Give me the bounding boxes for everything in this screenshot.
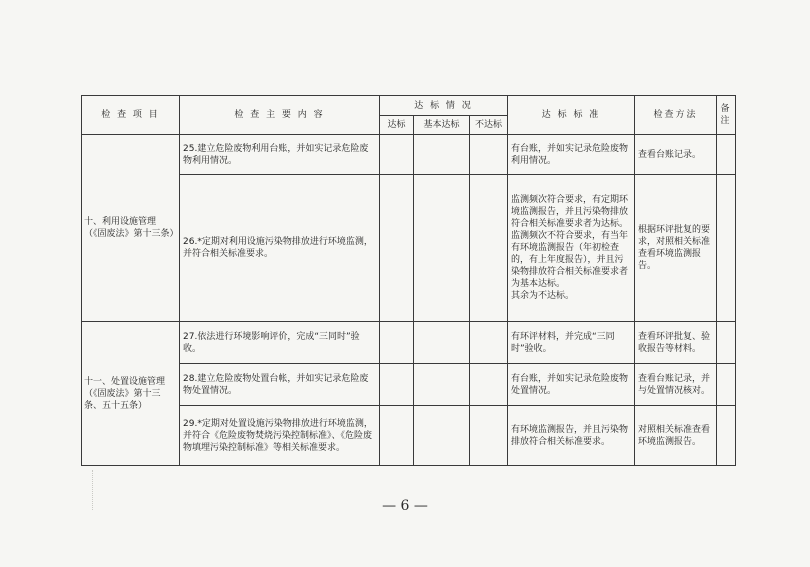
row-content: 29.*定期对处置设施污染物排放进行环境监测，并符合《危险废物焚烧污染控制标准》、《危险废物填埋污染控制标准》等相关标准要求。 — [180, 406, 380, 466]
cell-noncompliant — [470, 135, 508, 175]
header-remark: 备注 — [717, 96, 736, 135]
row-method: 查看台账记录，并与处置情况核对。 — [635, 364, 717, 406]
cell-compliant — [380, 406, 414, 466]
cell-compliant — [380, 364, 414, 406]
row-standard: 有环评材料，并完成“三同时”验收。 — [508, 322, 635, 364]
section-item: 十、利用设施管理（《固废法》第十三条） — [82, 135, 180, 322]
cell-compliant — [380, 135, 414, 175]
cell-basic — [414, 175, 470, 322]
header-content: 检 查 主 要 内 容 — [180, 96, 380, 135]
header-noncompliant: 不达标 — [470, 116, 508, 135]
row-remark — [717, 364, 736, 406]
row-remark — [717, 406, 736, 466]
cell-basic — [414, 322, 470, 364]
cell-basic — [414, 406, 470, 466]
table-row — [82, 135, 736, 175]
cell-noncompliant — [470, 364, 508, 406]
header-basic: 基本达标 — [414, 116, 470, 135]
row-method: 根据环评批复的要求，对照相关标准查看环境监测报告。 — [635, 175, 717, 322]
row-remark — [717, 135, 736, 175]
cell-basic — [414, 364, 470, 406]
row-method: 查看环评批复、验收报告等材料。 — [635, 322, 717, 364]
table-row — [82, 406, 736, 466]
header-method: 检查方法 — [635, 96, 717, 135]
cell-noncompliant — [470, 322, 508, 364]
header-compliant: 达标 — [380, 116, 414, 135]
table-row — [82, 322, 736, 364]
row-content: 28.建立危险废物处置台帐，并如实记录危险废物处置情况。 — [180, 364, 380, 406]
table-row — [82, 175, 736, 322]
page-number: — 6 — — [382, 498, 428, 514]
header-item: 检 查 项 目 — [82, 96, 180, 135]
row-method: 查看台账记录。 — [635, 135, 717, 175]
row-content: 27.依法进行环境影响评价，完成“三同时”验收。 — [180, 322, 380, 364]
section-item: 十一、处置设施管理（《固废法》第十三条、五十五条） — [82, 322, 180, 466]
row-content: 25.建立危险废物利用台账，并如实记录危险废物利用情况。 — [180, 135, 380, 175]
row-standard: 有环境监测报告，并且污染物排放符合相关标准要求。 — [508, 406, 635, 466]
row-remark — [717, 322, 736, 364]
cell-compliant — [380, 322, 414, 364]
row-standard: 有台账，并如实记录危险废物处置情况。 — [508, 364, 635, 406]
row-standard: 监测频次符合要求，有定期环境监测报告，并且污染物排放符合相关标准要求者为达标。 监测频次不符合要求，有当年有环境监测报告（年初检查的，有上年度报告），并且污染物排放符合相关标准要求者为基本达标。 其余为不达标。 — [508, 175, 635, 322]
cell-noncompliant — [470, 406, 508, 466]
row-standard: 有台账，并如实记录危险废物利用情况。 — [508, 135, 635, 175]
row-content: 26.*定期对利用设施污染物排放进行环境监测，并符合相关标准要求。 — [180, 175, 380, 322]
header-situation: 达 标 情 况 — [380, 96, 508, 116]
inspection-table — [81, 95, 736, 466]
header-standard: 达 标 标 准 — [508, 96, 635, 135]
row-remark — [717, 175, 736, 322]
cell-noncompliant — [470, 175, 508, 322]
cell-compliant — [380, 175, 414, 322]
row-method: 对照相关标准查看环境监测报告。 — [635, 406, 717, 466]
table-row — [82, 364, 736, 406]
cell-basic — [414, 135, 470, 175]
